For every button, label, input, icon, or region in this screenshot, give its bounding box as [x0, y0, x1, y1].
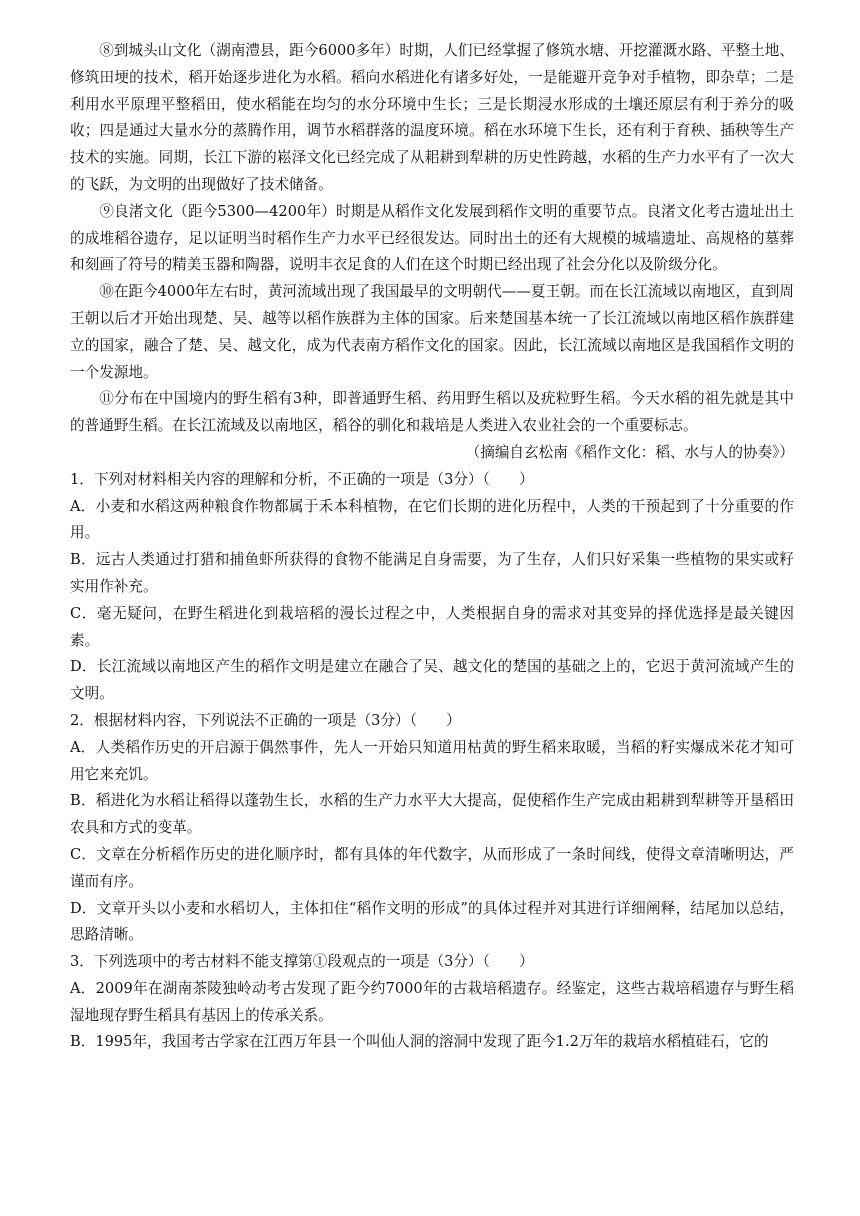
question-3 [70, 949, 794, 1056]
question-stem: 1．下列对材料相关内容的理解和分析，不正确的一项是（3分）（ ） [70, 470, 534, 488]
question-stem: 3．下列选项中的考古材料不能支撑第①段观点的一项是（3分）（ ） [70, 953, 534, 971]
option-a: A．2009年在湖南茶陵独岭动考古发现了距今约7000年的古栽培稻遗存。经鉴定，这些古栽培稻遗存与野生稻湿地现存野生稻具有基因上的传承关系。 [70, 979, 794, 1024]
question-1 [70, 467, 794, 708]
question-stem: 2．根据材料内容，下列说法不正确的一项是（3分）（ ） [70, 711, 461, 729]
option-d: D．文章开头以小麦和水稻切人，主体扣住“稻作文明的形成”的具体过程并对其进行详细阐释，结尾加以总结，思路清晰。 [70, 899, 794, 944]
paragraph-11: ⑪分布在中国境内的野生稻有3种，即普通野生稻、药用野生稻以及疣粒野生稻。今天水稻的祖先就是其中的普通野生稻。在长江流域及以南地区，稻谷的驯化和栽培是人类进入农业社会的一个重要标志。 [70, 390, 794, 435]
question-2 [70, 708, 794, 949]
paragraph-10: ⑩在距今4000年左右时，黄河流域出现了我国最早的文明朝代——夏王朝。而在长江流域以南地区，直到周王朝以后才开始出现楚、吴、越等以稻作族群为主体的国家。后来楚国基本统一了长江流域以南地区稻作族群建立的国家，融合了楚、吴、越文化，成为代表南方稻作文化的国家。因此，长江流域以南地区是我国稻作文明的一个发源地。 [70, 283, 794, 381]
option-a: A．小麦和水稻这两种粮食作物都属于禾本科植物，在它们长期的进化历程中，人类的干预起到了十分重要的作用。 [70, 497, 794, 542]
option-c: C．毫无疑问，在野生稻进化到栽培稻的漫长过程之中，人类根据自身的需求对其变异的择优选择是最关键因素。 [70, 604, 794, 649]
document-page [70, 38, 794, 1056]
paragraph-8: ⑧到城头山文化（湖南澧县，距今6000多年）时期，人们已经掌握了修筑水塘、开挖灌溉水路、平整土地、修筑田埂的技术，稻开始逐步进化为水稻。稻向水稻进化有诸多好处，一是能避开竞争对手植物，即杂草；二是利用水平原理平整稻田，使水稻能在均匀的水分环境中生长；三是长期浸水形成的土壤还原层有利于养分的吸收；四是通过大量水分的蒸腾作用，调节水稻群落的温度环境。稻在水环境下生长，还有利于育秧、插秧等生产技术的实施。同期，长江下游的崧泽文化已经完成了从耜耕到犁耕的历史性跨越，水稻的生产力水平有了一次大的飞跃，为文明的出现做好了技术储备。 [70, 42, 794, 193]
option-b: B．1995年，我国考古学家在江西万年县一个叫仙人洞的溶洞中发现了距今1.2万年的栽培水稻植硅石，它的 [70, 1033, 769, 1051]
option-d: D．长江流域以南地区产生的稻作文明是建立在融合了吴、越文化的楚国的基础之上的，它迟于黄河流域产生的文明。 [70, 658, 794, 703]
option-a: A．人类稻作历史的开启源于偶然事件，先人一开始只知道用枯黄的野生稻来取暖，当稻的籽实爆成米花才知可用它来充饥。 [70, 738, 794, 783]
option-b: B．远古人类通过打猎和捕鱼虾所获得的食物不能满足自身需要，为了生存，人们只好采集一些植物的果实或籽实用作补充。 [70, 551, 794, 595]
source-citation: （摘编自玄松南《稻作文化：稻、水与人的协奏》） [465, 443, 794, 461]
option-b: B．稻进化为水稻让稻得以蓬勃生长，水稻的生产力水平大大提高，促使稻作生产完成由耜耕到犁耕等开垦稻田农具和方式的变革。 [70, 792, 794, 837]
paragraph-9: ⑨良渚文化（距今5300—4200年）时期是从稻作文化发展到稻作文明的重要节点。良渚文化考古遗址出土的成堆稻谷遗存，足以证明当时稻作生产力水平已经很发达。同时出土的还有大规模的城墙遗址、高规格的墓葬和刻画了符号的精美玉器和陶器，说明丰衣足食的人们在这个时期已经出现了社会分化以及阶级分化。 [70, 202, 794, 274]
option-c: C．文章在分析稻作历史的进化顺序时，都有具体的年代数字，从而形成了一条时间线，使得文章清晰明达，严谨而有序。 [70, 845, 794, 890]
